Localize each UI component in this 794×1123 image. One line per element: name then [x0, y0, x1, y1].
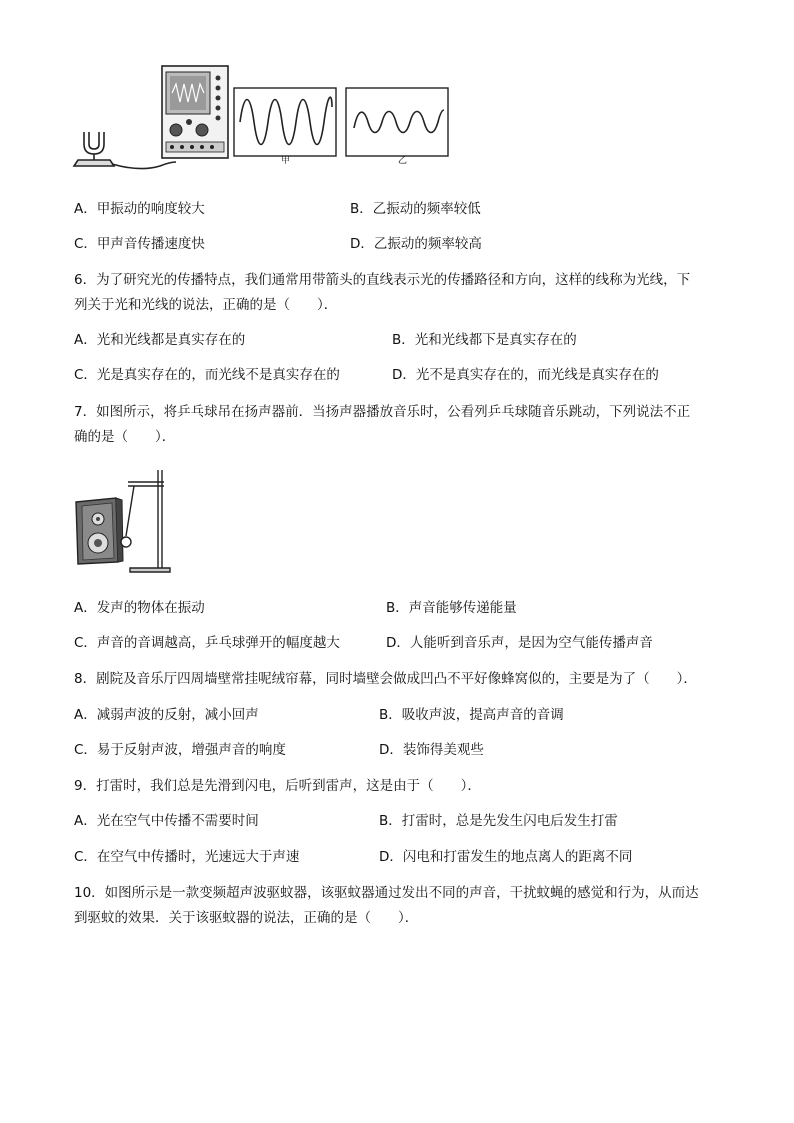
oscilloscope-drawing: [162, 66, 228, 158]
q5-option-b: B．乙振动的频率较低: [350, 201, 481, 217]
q8-option-b: B．吸收声波，提高声音的音调: [379, 707, 564, 723]
q7-option-b: B．声音能够传递能量: [386, 600, 517, 616]
q8-option-a: A．减弱声波的反射，减小回声: [74, 707, 259, 723]
label-yi: 乙: [398, 156, 408, 166]
q6-stem-line2: 列关于光和光线的说法，正确的是（ ）．: [74, 297, 338, 313]
q7-stem-line1: 7．如图所示，将乒乓球吊在扬声器前．当扬声器播放音乐时，公看列乒乓球随音乐跳动，下列说法不正: [74, 404, 691, 420]
waveform-yi: [346, 88, 448, 156]
q5-option-c: C．甲声音传播速度快: [74, 236, 205, 252]
label-jia: 甲: [281, 156, 291, 166]
q8-option-d: D．装饰得美观些: [379, 742, 484, 758]
q6-option-d: D．光不是真实存在的，而光线是真实存在的: [392, 367, 659, 383]
q10-stem-line2: 到驱蚊的效果．关于该驱蚊器的说法，正确的是（ ）．: [74, 910, 419, 926]
q7-option-c: C．声音的音调越高，乒乓球弹开的幅度越大: [74, 635, 340, 651]
q9-option-c: C．在空气中传播时，光速远大于声速: [74, 849, 300, 865]
q9-option-d: D．闪电和打雷发生的地点离人的距离不同: [379, 849, 633, 865]
q6-option-b: B．光和光线都下是真实存在的: [392, 332, 577, 348]
q7-option-a: A．发声的物体在振动: [74, 600, 205, 616]
q8-stem: 8．剧院及音乐厅四周墙壁常挂呢绒帘幕，同时墙壁会做成凹凸不平好像蜂窝似的，主要是为了（ ）．: [74, 671, 697, 687]
tuning-fork-drawing: [74, 132, 176, 169]
q5-option-d: D．乙振动的频率较高: [350, 236, 482, 252]
q6-stem-line1: 6．为了研究光的传播特点，我们通常用带箭头的直线表示光的传播路径和方向，这样的线称为光线，下: [74, 272, 691, 288]
speaker-figure: [72, 466, 172, 576]
waveform-jia: [234, 88, 336, 156]
speaker-drawing: [76, 498, 123, 564]
q7-stem-line2: 确的是（ ）．: [74, 429, 176, 445]
ping-pong-stand-drawing: [121, 470, 170, 572]
q8-option-c: C．易于反射声波，增强声音的响度: [74, 742, 286, 758]
q7-option-d: D．人能听到音乐声，是因为空气能传播声音: [386, 635, 653, 651]
q5-option-a: A．甲振动的响度较大: [74, 201, 205, 217]
q9-stem: 9．打雷时，我们总是先滑到闪电，后听到雷声，这是由于（ ）．: [74, 778, 481, 794]
q9-option-b: B．打雷时，总是先发生闪电后发生打雷: [379, 813, 618, 829]
q6-option-c: C．光是真实存在的，而光线不是真实存在的: [74, 367, 340, 383]
q6-option-a: A．光和光线都是真实存在的: [74, 332, 246, 348]
q9-option-a: A．光在空气中传播不需要时间: [74, 813, 259, 829]
q10-stem-line1: 10．如图所示是一款变频超声波驱蚊器，该驱蚊器通过发出不同的声音，干扰蚊蝇的感觉和行为，从而达: [74, 885, 699, 901]
